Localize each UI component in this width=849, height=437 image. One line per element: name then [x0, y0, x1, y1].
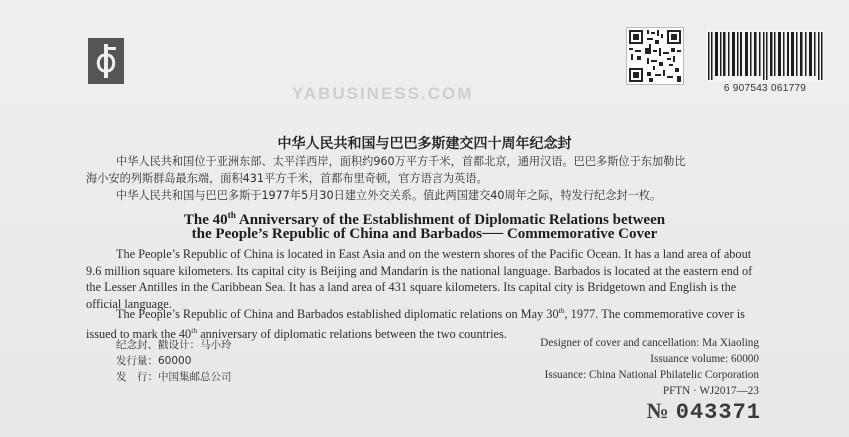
chinese-intro-line-2: 海小安的列斯群岛最东端，面积431平方千米，首都布里奇顿，官方语言为英语。 — [86, 172, 488, 185]
barcode-icon — [706, 30, 824, 86]
english-credits — [540, 335, 759, 399]
english-paragraph-1: The People’s Republic of China is located in East Asia and on the western shores of the Pacific Ocean. It has a land area of about 9.6 million square kilometers. Its capital city is Beijing and Mandarin is the national language. Barbados is located at the eastern end of the Lesser Antilles in the Caribbean Sea. It has a land area of 431 square kilometers. Its capital city is Bridgetown and English is the official language. — [86, 247, 753, 311]
english-paragraph-2-part-3: anniversary of diplomatic relations between the two countries. — [197, 326, 507, 341]
serial-number — [647, 398, 761, 425]
english-title-line-2: the People’s Republic of China and Barbados── Commemorative Cover — [191, 226, 658, 242]
china-philately-logo-icon — [88, 38, 124, 84]
chinese-intro-line-3: 中华人民共和国与巴巴多斯于1977年5月30日建立外交关系。值此两国建交40周年之际，特发行纪念封一枚。 — [116, 189, 662, 202]
english-paragraph-2-sup-1: th — [558, 306, 565, 315]
chinese-title: 中华人民共和国与巴巴多斯建交四十周年纪念封 — [277, 136, 572, 152]
chinese-volume-credit: 发行量：60000 — [116, 355, 192, 367]
english-issuer-credit: Issuance: China National Philatelic Corporation — [544, 369, 759, 381]
qr-code-icon — [626, 27, 684, 85]
chinese-intro-line-1: 中华人民共和国位于亚洲东部、太平洋西岸，面积约960万平方千米，首都北京，通用汉语。巴巴多斯位于东加勒比 — [116, 155, 686, 168]
serial-prefix: № — [646, 398, 670, 423]
english-title-rest: Anniversary of the Establishment of Diplomatic Relations between — [235, 212, 666, 228]
watermark-text: YABUSINESS.COM — [292, 84, 474, 103]
cover-code: PFTN · WJ2017—23 — [662, 385, 759, 397]
chinese-issuer-credit: 发 行：中国集邮总公司 — [116, 371, 232, 383]
english-title-superscript: th — [227, 211, 236, 221]
english-designer-credit: Designer of cover and cancellation: Ma Xiaoling — [540, 337, 759, 349]
serial-value: 043371 — [675, 400, 761, 425]
english-volume-credit: Issuance volume: 60000 — [650, 353, 759, 365]
english-paragraph-2-part-2: , 1977. The commemorative cover is issued to mark the 40 — [86, 307, 745, 341]
chinese-credits — [116, 337, 232, 385]
english-title-prefix: The 40 — [183, 212, 228, 228]
chinese-designer-credit: 纪念封、戳设计：马小玲 — [116, 339, 232, 351]
barcode-number: 6 907543 061779 — [723, 83, 807, 94]
english-paragraph-2-part-1: The People’s Republic of China and Barbados established diplomatic relations on May 30 — [116, 307, 559, 322]
english-paragraph-2-sup-2: th — [191, 325, 198, 335]
